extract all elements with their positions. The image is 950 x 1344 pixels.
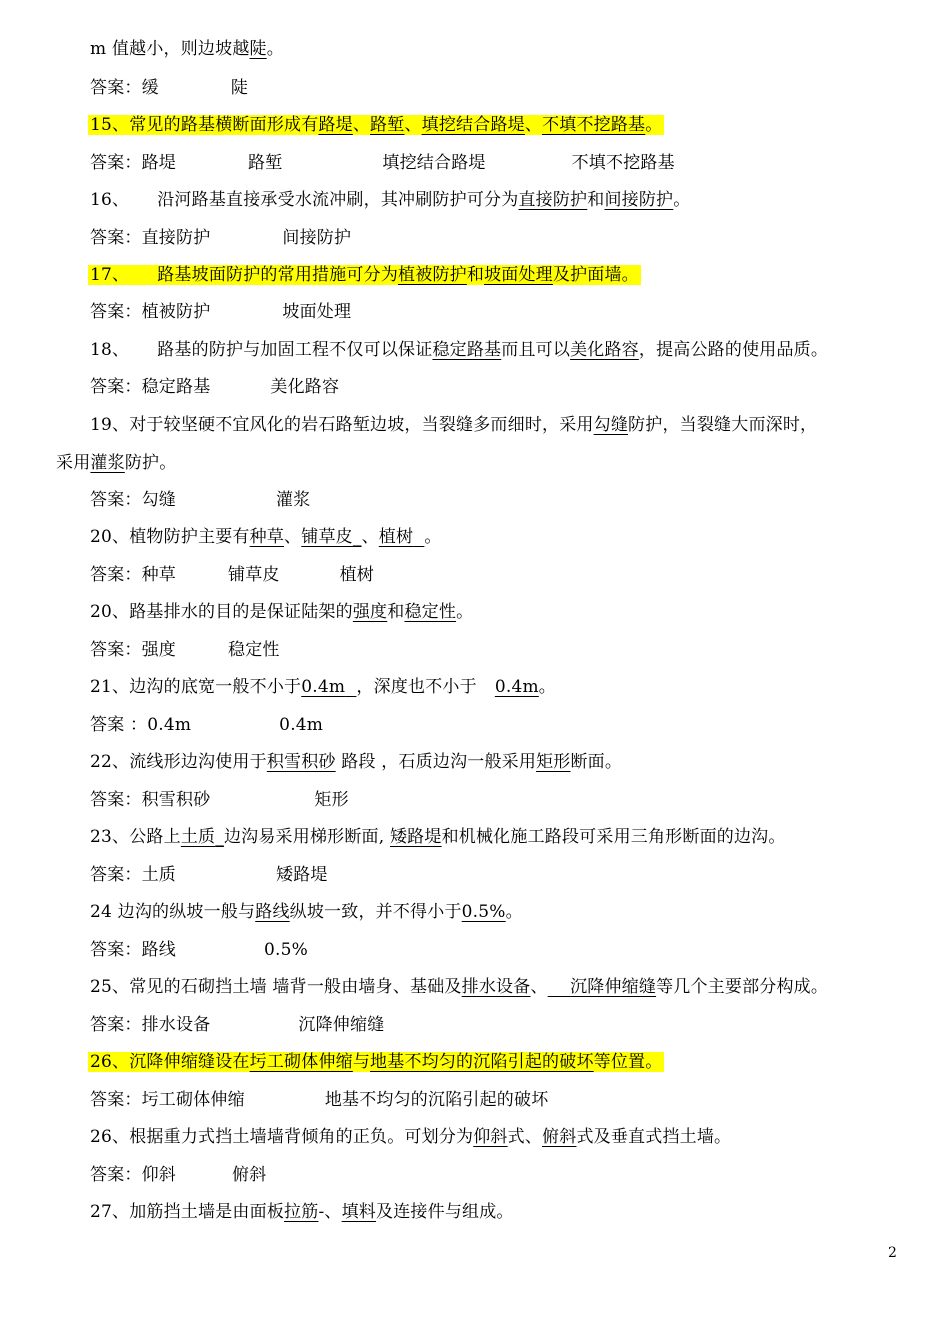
answer-22: 答案：积雪积砂 矩形 — [90, 790, 349, 810]
question-20: 20、植物防护主要有种草、铺草皮_、植树 。 — [90, 527, 442, 547]
question-26: 26、沉降伸缩缝设在圬工砌体伸缩与地基不均匀的沉陷引起的破坏等位置。 — [90, 1052, 663, 1072]
question-21: 21、边沟的底宽一般不小于0.4m ，深度也不小于 0.4m。 — [90, 677, 556, 697]
question-18: 18、 路基的防护与加固工程不仅可以保证稳定路基而且可以美化路容，提高公路的使用品质。 — [90, 340, 829, 360]
text-line: m 值越小，则边坡越陡。 — [90, 39, 284, 59]
question-17: 17、 路基坡面防护的常用措施可分为植被防护和坡面处理及护面墙。 — [90, 265, 639, 285]
answer-19: 答案：勾缝 灌浆 — [90, 490, 311, 510]
answer-20b: 答案：强度 稳定性 — [90, 640, 280, 660]
question-19: 19、对于较坚硬不宜风化的岩石路堑边坡，当裂缝多而细时，采用勾缝防护，当裂缝大而深时， — [90, 415, 818, 435]
answer-25: 答案：排水设备 沉降伸缩缝 — [90, 1015, 385, 1035]
question-26b: 26、根据重力式挡土墙墙背倾角的正负。可划分为仰斜式、俯斜式及垂直式挡土墙。 — [90, 1127, 732, 1147]
answer-15: 答案：路堤 路堑 填挖结合路堤 不填不挖路基 — [90, 153, 675, 173]
answer-23: 答案：土质 矮路堤 — [90, 865, 328, 885]
question-23: 23、公路上土质_边沟易采用梯形断面, 矮路堤和机械化施工路段可采用三角形断面的边沟。 — [90, 827, 786, 847]
answer-18: 答案：稳定路基 美化路容 — [90, 377, 340, 397]
page-number: 2 — [888, 1245, 897, 1261]
question-20b: 20、路基排水的目的是保证陆架的强度和稳定性。 — [90, 602, 474, 622]
answer-26b: 答案：仰斜 俯斜 — [90, 1165, 267, 1185]
question-22: 22、流线形边沟使用于积雪积砂 路段 ，石质边沟一般采用矩形断面。 — [90, 752, 623, 772]
question-24: 24 边沟的纵坡一般与路线纵坡一致，并不得小于0.5%。 — [90, 902, 523, 922]
answer-20: 答案：种草 铺草皮 植树 — [90, 565, 375, 585]
answer-26: 答案：圬工砌体伸缩 地基不均匀的沉陷引起的破坏 — [90, 1090, 549, 1110]
question-16: 16、 沿河路基直接承受水流冲刷，其冲刷防护可分为直接防护和间接防护。 — [90, 190, 691, 210]
question-19-cont: 采用灌浆防护。 — [56, 453, 177, 473]
answer-16: 答案：直接防护 间接防护 — [90, 228, 352, 248]
question-27: 27、加筋挡土墙是由面板拉筋-、填料及连接件与组成。 — [90, 1202, 514, 1222]
answer-21: 答案 ：0.4m 0.4m — [90, 715, 324, 735]
answer-17: 答案：植被防护 坡面处理 — [90, 302, 352, 322]
answer-24: 答案：路线 0.5% — [90, 940, 308, 960]
question-25: 25、常见的石砌挡土墙 墙背一般由墙身、基础及排水设备、 沉降伸缩缝等几个主要部分构成。 — [90, 977, 829, 997]
question-15: 15、常见的路基横断面形成有路堤、路堑、填挖结合路堤、不填不挖路基。 — [90, 115, 663, 135]
answer-line: 答案：缓 陡 — [90, 78, 249, 98]
